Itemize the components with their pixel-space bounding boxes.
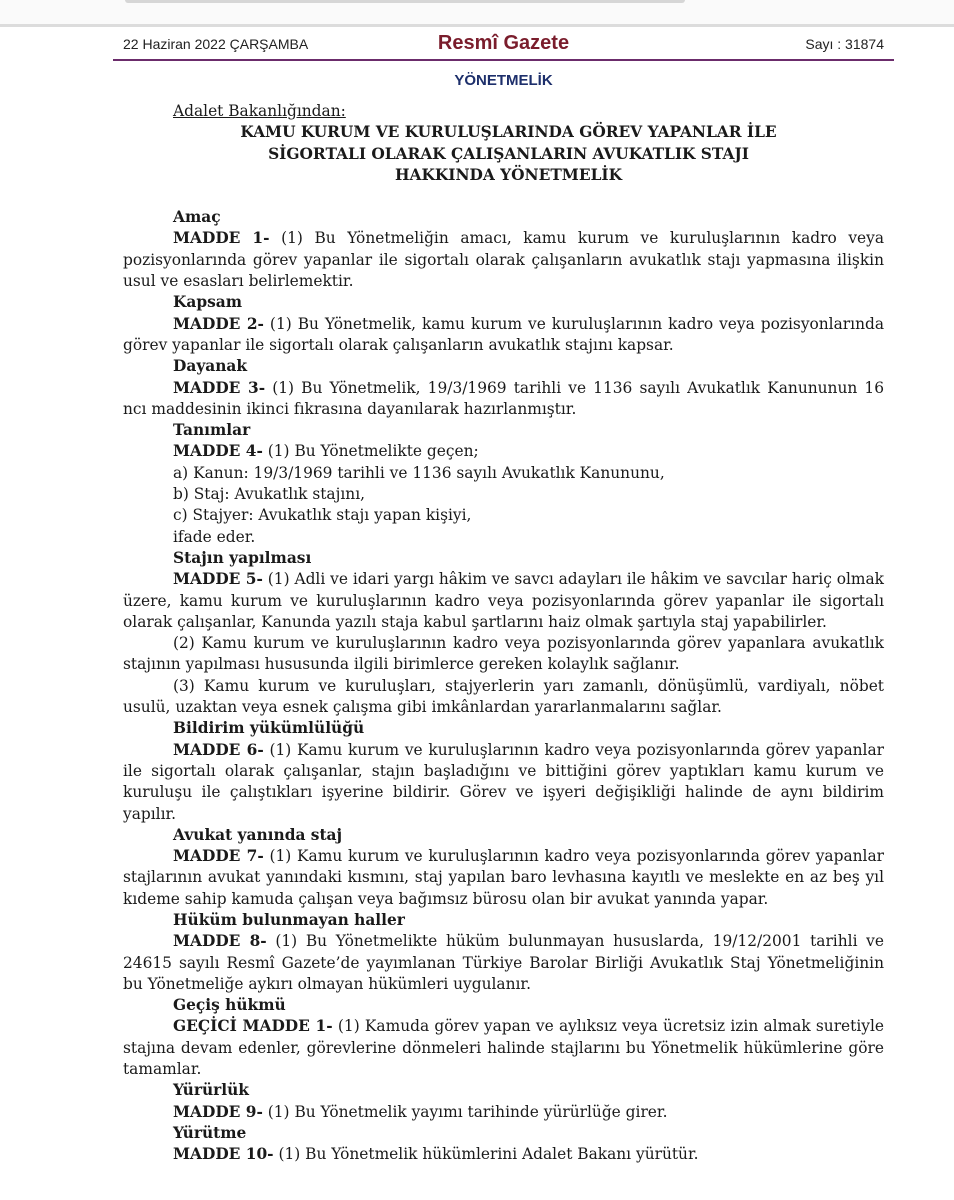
article-9 [123,1102,884,1123]
article-heading: Hüküm bulunmayan haller [173,910,405,929]
regulation-title-line: SİGORTALI OLARAK ÇALIŞANLARIN AVUKATLIK STAJI [268,144,749,163]
article-text: (1) Bu Yönetmelik, kamu kurum ve kuruluşlarının kadro veya pozisyonlarında görev yapanlar ile sigortalı olarak çalışanların avukatlık stajını kapsar. [123,314,885,354]
article-text: (1) Bu Yönetmeliğin amacı, kamu kurum ve kuruluşlarının kadro veya pozisyonlarında görev yapanlar ile sigortalı olarak çalışanların avukatlık stajı yapmasına ilişkin usul ve esasları belirlemektir. [123,229,885,291]
article-10 [123,1144,884,1165]
regulation-title-line: KAMU KURUM VE KURULUŞLARINDA GÖREV YAPANLAR İLE [240,123,777,142]
article-heading: Geçiş hükmü [173,996,286,1015]
article-text: (1) Bu Yönetmelik, 19/3/1969 tarihli ve 1136 sayılı Avukatlık Kanununun 16 ncı maddesinin ikinci fıkrasına dayanılarak hazırlanmıştır. [123,378,884,418]
article-heading: Yürütme [173,1123,247,1142]
definition-end: ifade eder. [173,527,256,546]
article-6 [123,740,884,825]
regulation-body [123,101,884,1166]
article-1 [123,228,884,292]
issue-date: 22 Haziran 2022 ÇARŞAMBA [123,36,309,52]
temporary-article-1 [123,1016,884,1080]
article-heading: Bildirim yükümlülüğü [173,719,365,738]
definition-item: a) Kanun: 19/3/1969 tarihli ve 1136 sayılı Avukatlık Kanununu, [173,463,665,482]
article-5-paragraph-2: (2) Kamu kurum ve kuruluşlarının kadro veya pozisyonlarında görev yapanlara avukatlık stajının yapılması hususunda ilgili birimlerce gereken kolaylık sağlanır. [123,634,884,674]
definition-item: c) Stajyer: Avukatlık stajı yapan kişiyi, [173,506,472,525]
article-heading: Avukat yanında staj [173,825,343,844]
article-label: MADDE 1- [173,229,270,248]
article-label: MADDE 3- [173,378,266,397]
article-label: MADDE 9- [173,1102,263,1121]
article-label: MADDE 2- [173,314,264,333]
scroll-indicator [125,0,685,3]
article-heading: Stajın yapılması [173,548,312,567]
definition-item: b) Staj: Avukatlık stajını, [173,485,366,504]
article-heading: Kapsam [173,293,243,312]
spacer [123,186,884,207]
article-5 [123,569,884,633]
article-label: MADDE 5- [173,570,263,589]
article-text: (1) Bu Yönetmelikte hüküm bulunmayan hususlarda, 19/12/2001 tarihli ve 24615 sayılı Resmî Gazete’de yayımlanan Türkiye Barolar Birliği Avukatlık Staj Yönetmeliğinin bu Yönetmeliğe aykırı olmayan hükümleri uygulanır. [123,932,884,993]
browser-top-bar [0,0,954,27]
article-8 [123,931,884,995]
article-text: (1) Bu Yönetmelik yayımı tarihinde yürürlüğe girer. [262,1102,668,1121]
article-label: GEÇİCİ MADDE 1- [173,1017,333,1036]
article-text: (1) Kamu kurum ve kuruluşlarının kadro veya pozisyonlarında görev yapanlar ile sigortalı olarak çalışanlar, stajın başladığını ve bittiğini görev yaptıkları kamu kurum ve kuruluşu ile çalıştıkları işyerine bildirir. Görev ve işyeri değişikliği halinde de aynı bildirim yapılır. [123,740,885,823]
issue-number: Sayı : 31874 [805,36,884,52]
article-4 [123,441,884,462]
article-label: MADDE 4- [173,442,263,461]
article-label: MADDE 8- [173,932,267,951]
article-7 [123,846,884,910]
regulation-title-line: HAKKINDA YÖNETMELİK [395,165,622,184]
article-3 [123,378,884,421]
issuing-ministry: Adalet Bakanlığından: [173,102,346,120]
article-label: MADDE 6- [173,740,264,759]
article-label: MADDE 10- [173,1145,274,1164]
article-heading: Tanımlar [173,421,251,440]
gazette-header [113,30,894,61]
article-5-paragraph-3: (3) Kamu kurum ve kuruluşları, stajyerlerin yarı zamanlı, dönüşümlü, vardiyalı, nöbet usulü, uzaktan veya esnek çalışma gibi imkânlardan yararlanmalarını sağlar. [123,676,884,717]
gazette-title: Resmî Gazete [437,32,570,54]
article-text: (1) Bu Yönetmelikte geçen; [262,442,479,461]
article-text: (1) Kamuda görev yapan ve aylıksız veya ücretsiz izin almak suretiyle stajına devam edenler, görevlerine dönmeleri halinde stajlarını bu Yönetmelik hükümlerine göre tamamlar. [123,1017,884,1079]
article-heading: Yürürlük [173,1081,249,1100]
article-heading: Amaç [173,208,221,227]
article-heading: Dayanak [173,357,248,376]
section-type: YÖNETMELİK [454,72,553,89]
article-text: (1) Adli ve idari yargı hâkim ve savcı adayları ile hâkim ve savcılar hariç olmak üzere, kamu kurum ve kuruluşlarının kadro veya pozisyonlarında görev yapanlar ile sigortalı olarak çalışanlar, Kanunda yazılı staja kabul şartlarını haiz olmak şartıyla staj yapabilirler. [123,570,885,631]
article-label: MADDE 7- [173,847,264,866]
article-2 [123,314,884,357]
article-text: (1) Bu Yönetmelik hükümlerini Adalet Bakanı yürütür. [273,1145,699,1164]
article-text: (1) Kamu kurum ve kuruluşlarının kadro veya pozisyonlarında görev yapanlar stajlarının avukat yanındaki kısmını, staj yapılan baro levhasına kayıtlı ve meslekte en az beş yıl kıdeme sahip kamuda çalışan veya bağımsız bürosu olan bir avukat yanında yapar. [123,847,885,908]
